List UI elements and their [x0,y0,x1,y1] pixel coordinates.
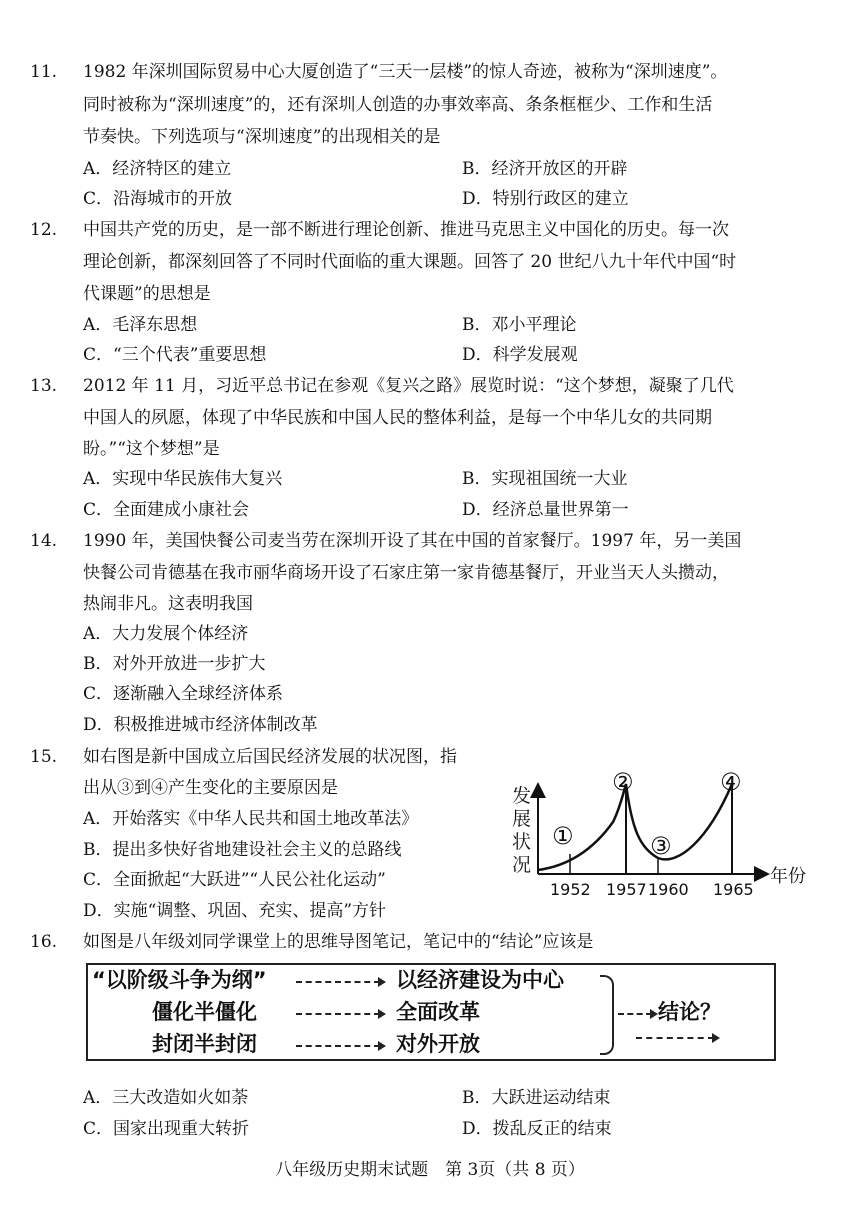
question-12-option-b: B．邓小平理论 [462,315,577,335]
question-13-stem-line-2: 中国人的夙愿，体现了中华民族和中国人民的整体利益，是每一个中华儿女的共同期 [83,408,712,428]
question-14-stem-line-2: 快餐公司肯德基在我市丽华商场开设了石家庄第一家肯德基餐厅，开业当天人头攒动， [83,563,729,583]
question-11-option-d: D．特别行政区的建立 [462,189,629,209]
question-13-stem-line-1: 2012 年 11 月，习近平总书记在参观《复兴之路》展览时说：“这个梦想，凝聚了几代 [83,376,734,396]
question-12-option-a: A．毛泽东思想 [83,315,198,335]
question-14-option-c: C．逐渐融入全球经济体系 [83,684,284,704]
question-15-option-a: A．开始落实《中华人民共和国土地改革法》 [83,809,419,829]
question-15-option-c: C．全面掀起“大跃进”“人民公社化运动” [83,870,386,890]
mind-map-arrow-2 [296,1013,380,1015]
question-16-option-d: D．拨乱反正的结束 [462,1119,612,1139]
question-11-number: 11. [30,62,58,82]
point-label-4: ④ [720,770,742,796]
question-13-number: 13. [30,376,58,396]
x-tick-1957: 1957 [606,880,647,899]
x-tick-1965: 1965 [713,880,754,899]
point-label-2: ② [612,770,634,796]
question-14-stem-line-1: 1990 年，美国快餐公司麦当劳在深圳开设了其在中国的首家餐厅。1997 年，另一美国 [83,531,742,551]
question-15-option-d: D．实施“调整、巩固、充实、提高”方针 [83,901,387,921]
question-12-stem-line-2: 理论创新，都深刻回答了不同时代面临的重大课题。回答了 20 世纪八九十年代中国“时 [83,252,737,272]
mind-map-left-2: 僵化半僵化 [152,1000,257,1024]
question-12-stem-line-3: 代课题”的思想是 [83,284,211,304]
question-13-option-a: A．实现中华民族伟大复兴 [83,469,283,489]
question-12-number: 12. [30,220,58,240]
mind-map-brace [600,975,614,1055]
question-12-stem-line-1: 中国共产党的历史，是一部不断进行理论创新、推进马克思主义中国化的历史。每一次 [83,220,729,240]
question-12-option-c: C．“三个代表”重要思想 [83,345,267,365]
mind-map-left-1: “以阶级斗争为纲” [92,968,267,992]
question-14-option-a: A．大力发展个体经济 [83,624,249,644]
question-11-stem-line-2: 同时被称为“深圳速度”的，还有深圳人创造的办事效率高、条条框框少、工作和生活 [83,95,713,115]
mind-map-right-3: 对外开放 [396,1032,480,1056]
question-14-option-b: B．对外开放进一步扩大 [83,654,266,674]
x-tick-1952: 1952 [550,880,591,899]
question-11-option-a: A．经济特区的建立 [83,159,232,179]
mind-map-left-3: 封闭半封闭 [152,1032,257,1056]
mind-map-arrow-3 [296,1045,380,1047]
mind-map-right-2: 全面改革 [396,1000,480,1024]
question-16-option-b: B．大跃进运动结束 [462,1088,611,1108]
point-label-3: ③ [650,832,672,860]
question-16-number: 16. [30,932,58,952]
y-axis-label-char-3: 状 [512,831,532,853]
question-11-option-b: B．经济开放区的开辟 [462,159,628,179]
question-16-option-a: A．三大改造如火如荼 [83,1088,249,1108]
question-12-option-d: D．科学发展观 [462,345,578,365]
question-14-stem-line-3: 热闹非凡。这表明我国 [83,594,253,614]
x-axis-label: 年份 [770,866,806,887]
question-13-option-d: D．经济总量世界第一 [462,500,629,520]
point-label-1: ① [552,822,574,850]
question-15-stem-line-2: 出从③到④产生变化的主要原因是 [83,778,338,798]
mind-map-conclusion: 结论？ [658,1000,721,1024]
question-11-option-c: C．沿海城市的开放 [83,189,233,209]
mind-map-right-1: 以经济建设为中心 [396,968,564,992]
question-15-option-b: B．提出多快好省地建设社会主义的总路线 [83,840,402,860]
question-13-option-b: B．实现祖国统一大业 [462,469,628,489]
question-11-stem-line-1: 1982 年深圳国际贸易中心大厦创造了“三天一层楼”的惊人奇迹，被称为“深圳速度”。 [83,62,728,82]
question-13-option-c: C．全面建成小康社会 [83,500,250,520]
question-15-number: 15. [30,747,58,767]
economy-development-chart [508,770,848,920]
question-14-option-d: D．积极推进城市经济体制改革 [83,715,318,735]
question-13-stem-line-3: 盼。”“这个梦想”是 [83,439,220,459]
mind-map-note [86,963,776,1061]
question-11-stem-line-3: 节奏快。下列选项与“深圳速度”的出现相关的是 [83,127,441,147]
page-footer: 八年级历史期末试题 第 3页（共 8 页） [275,1160,585,1180]
question-14-number: 14. [30,531,58,551]
mind-map-arrow-conclusion [618,1013,652,1015]
y-axis-label-char-4: 况 [512,854,532,876]
x-tick-1960: 1960 [648,880,689,899]
mind-map-arrow-underline [636,1037,714,1039]
y-axis-label-char-1: 发 [512,785,532,807]
question-16-option-c: C．国家出现重大转折 [83,1119,250,1139]
question-15-stem-line-1: 如右图是新中国成立后国民经济发展的状况图，指 [83,747,457,767]
question-16-stem-line-1: 如图是八年级刘同学课堂上的思维导图笔记，笔记中的“结论”应该是 [83,932,594,952]
mind-map-arrow-1 [296,981,380,983]
y-axis-label-char-2: 展 [512,808,532,830]
